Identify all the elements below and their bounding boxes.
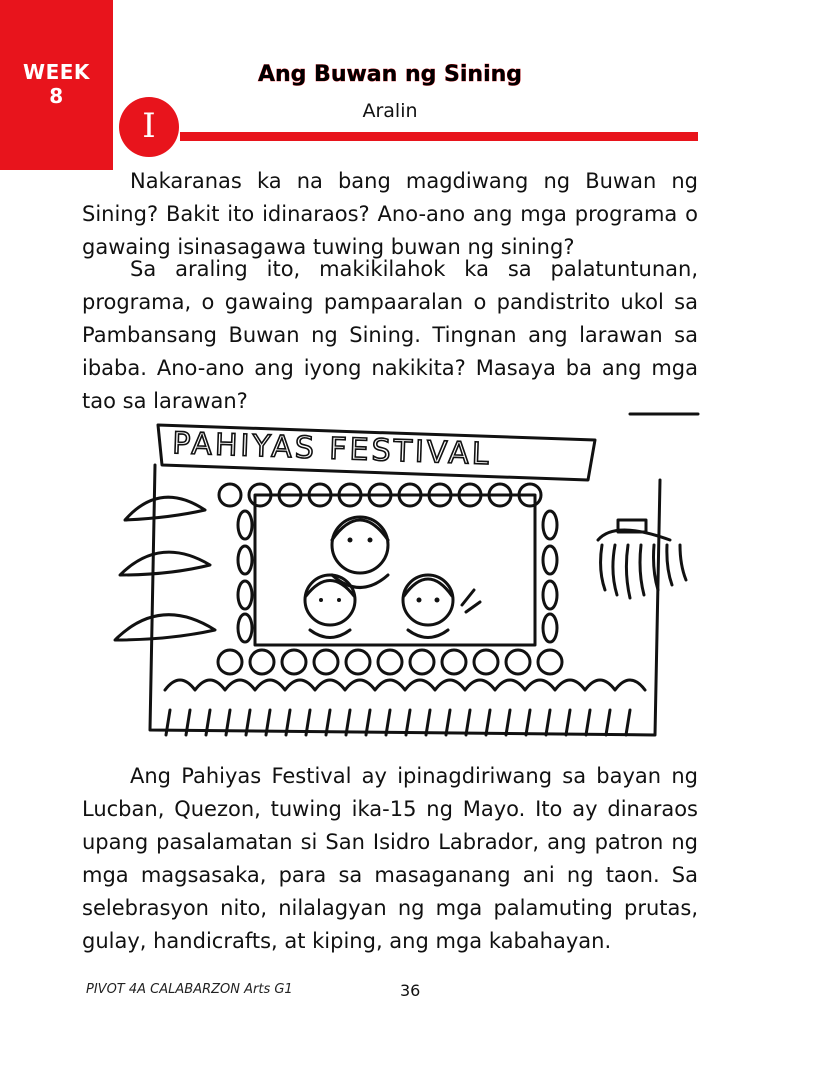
- festival-sign-text: PAHIYAS FESTIVAL: [171, 426, 493, 473]
- page-number: 36: [400, 981, 421, 1000]
- section-badge: I: [119, 97, 179, 157]
- lesson-title: Ang Buwan ng Sining: [257, 62, 523, 87]
- paragraph-pahiyas-text: Ang Pahiyas Festival ay ipinagdiriwang sa bayan ng Lucban, Quezon, tuwing ika-15 ng Mayo. Ito ay dinaraos upang pasalamatan si San Isidro Labrador, ang patron ng mga magsasaka, para sa masaganang ani ng taon. Sa selebrasyon nito, nilalagyan ng mga palamuting prutas, gulay, handicrafts, at kiping, ang mga kabahayan.: [82, 764, 698, 953]
- pahiyas-illustration: [110, 400, 700, 755]
- week-word: WEEK: [23, 60, 90, 84]
- title-underline: [180, 132, 698, 141]
- week-tab: [0, 0, 113, 170]
- paragraph-lesson: [82, 253, 698, 418]
- paragraph-pahiyas: [82, 760, 698, 958]
- paragraph-lesson-text: Sa araling ito, makikilahok ka sa palatuntunan, programa, o gawaing pampaaralan o pandistrito ukol sa Pambansang Buwan ng Sining. Tingnan ang larawan sa ibaba. Ano-ano ang iyong nakikita? Masaya ba ang mga tao sa larawan?: [82, 257, 698, 413]
- pahiyas-drawing: [110, 400, 700, 755]
- lesson-subtitle: Aralin: [362, 100, 418, 122]
- footer-source: PIVOT 4A CALABARZON Arts G1: [86, 982, 293, 997]
- week-number: 8: [49, 84, 64, 108]
- paragraph-intro-text: Nakaranas ka na bang magdiwang ng Buwan ng Sining? Bakit ito idinaraos? Ano-ano ang mga programa o gawaing isinasagawa tuwing buwan ng sining?: [82, 169, 698, 259]
- paragraph-intro: [82, 165, 698, 264]
- week-label: [0, 60, 113, 108]
